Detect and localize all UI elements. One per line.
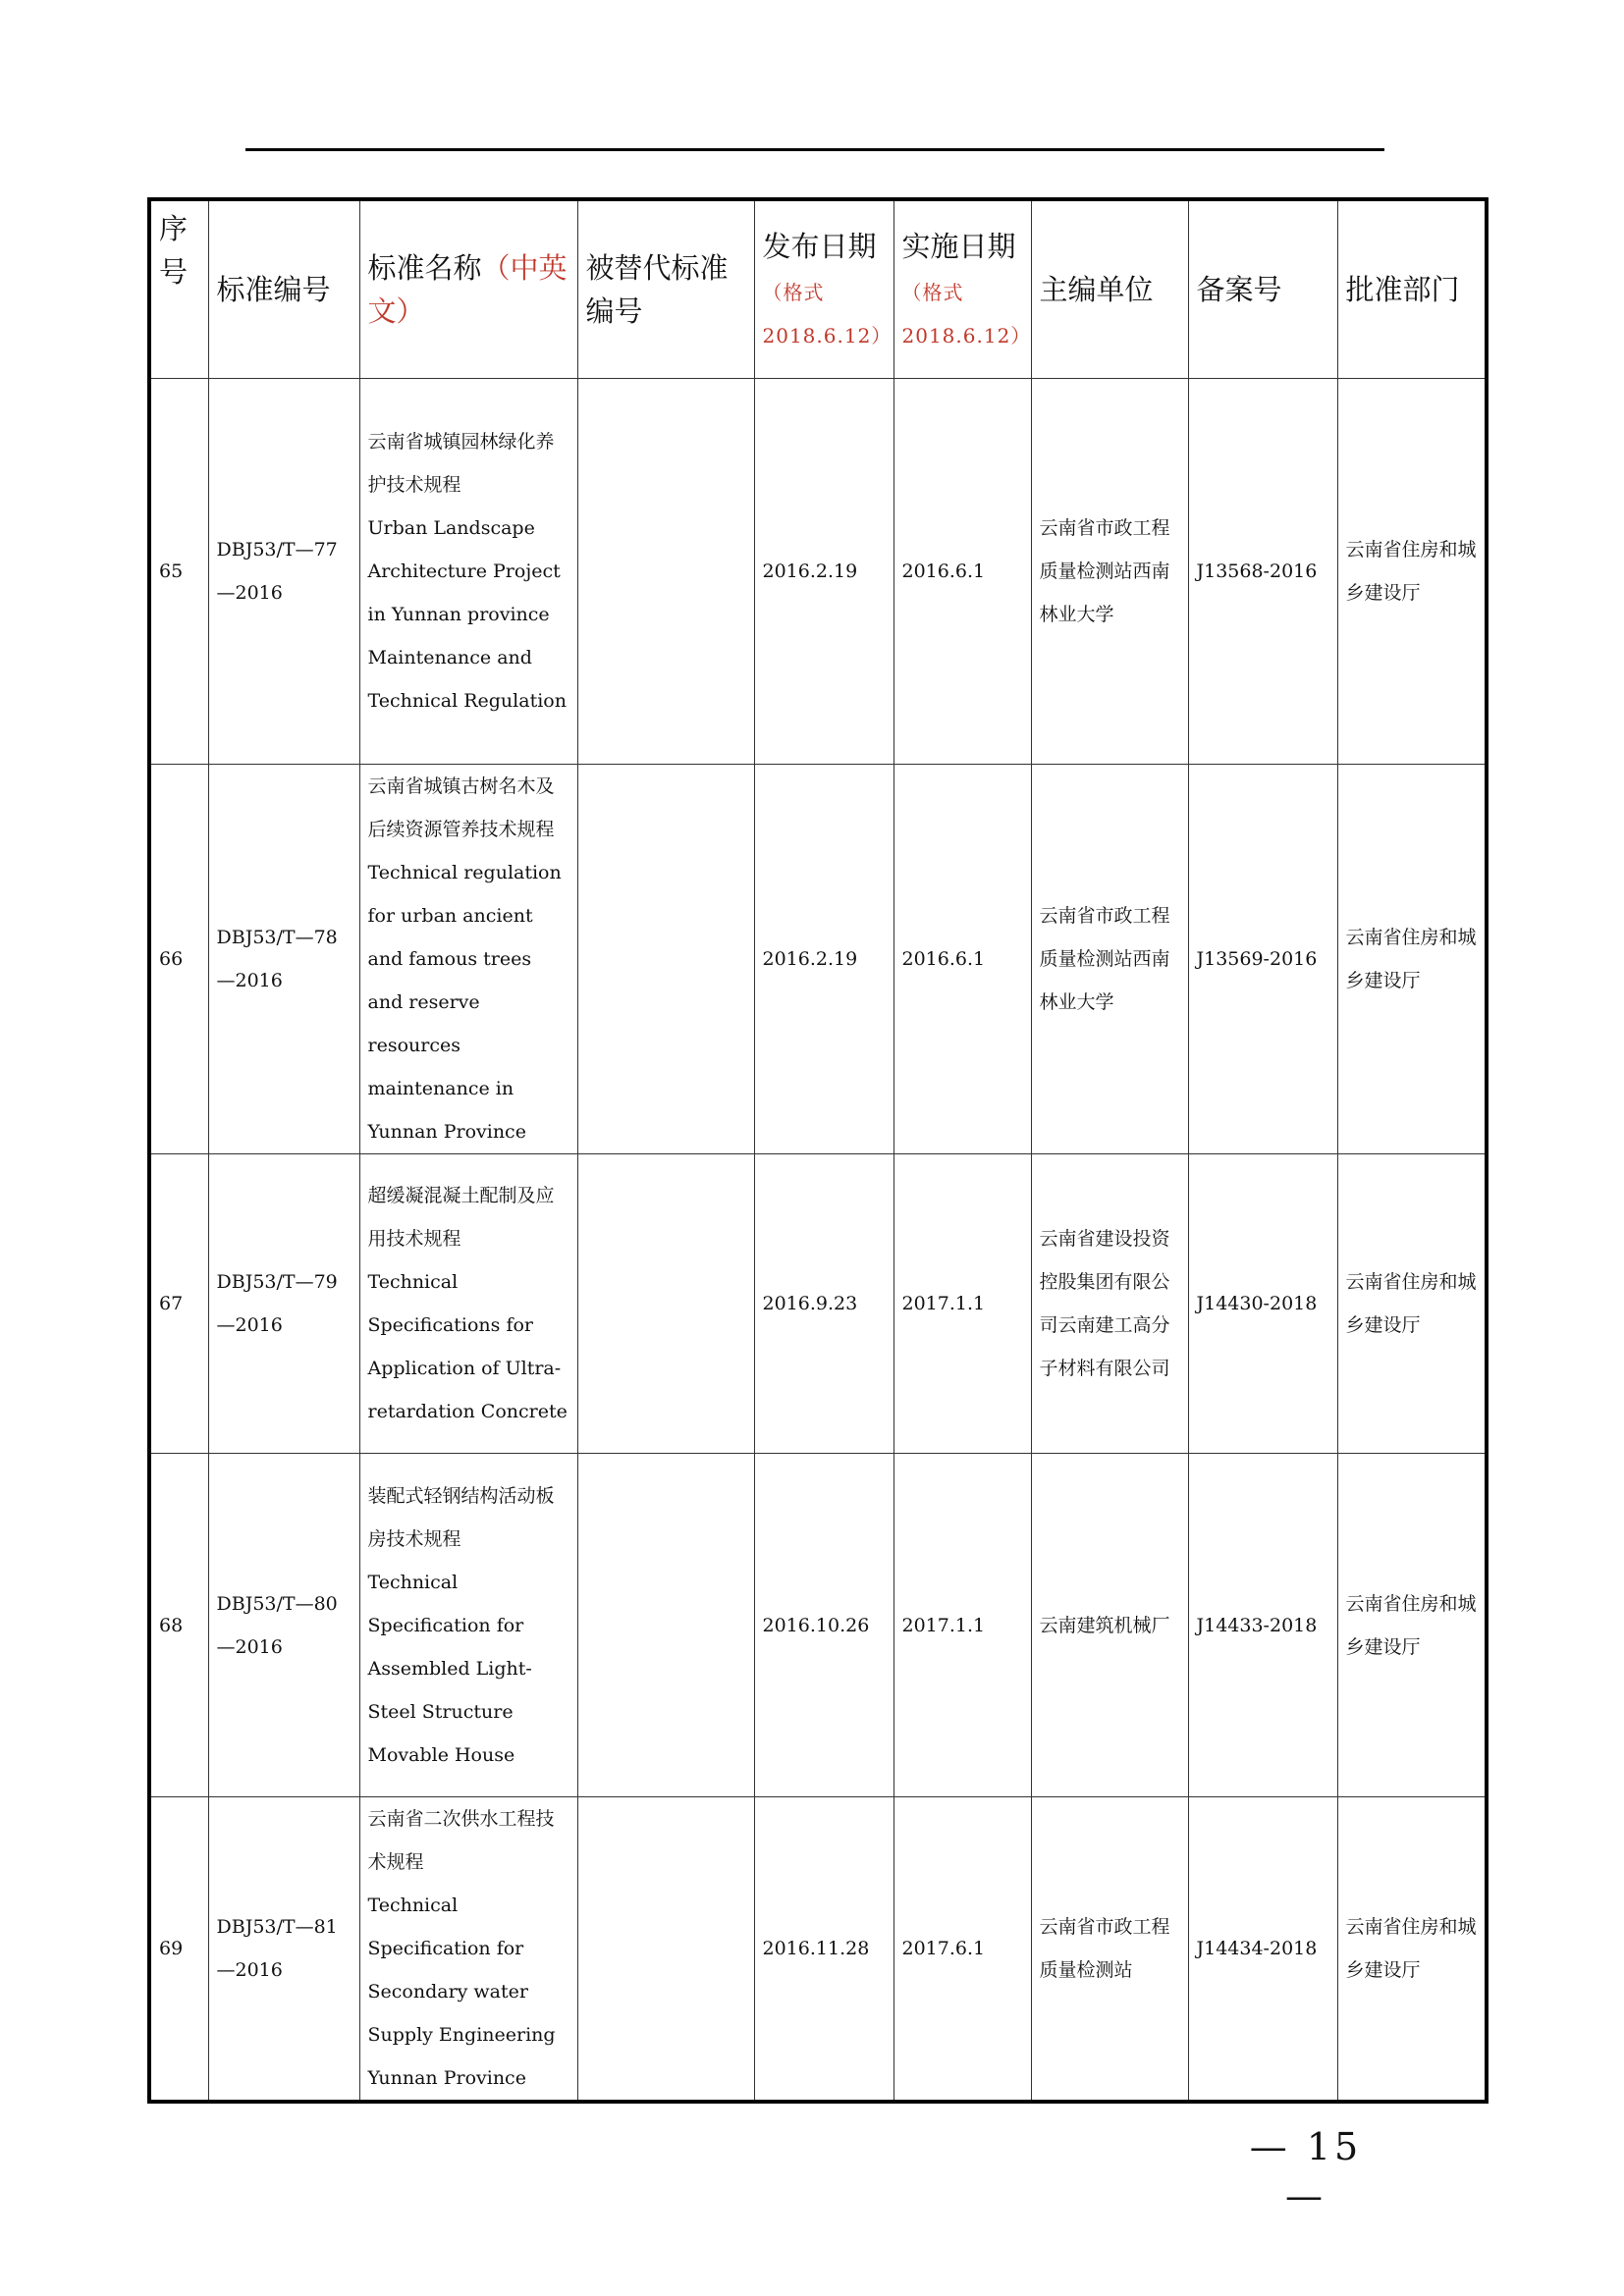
cell-approver: 云南省住房和城乡建设厅 bbox=[1337, 1797, 1487, 2103]
cell-publish: 2016.9.23 bbox=[754, 1154, 893, 1454]
cell-editor: 云南省市政工程质量检测站西南林业大学 bbox=[1031, 765, 1188, 1154]
cell-name-cn: 云南省城镇古树名木及后续资源管养技术规程 bbox=[367, 775, 555, 840]
page-number: — 15 — bbox=[1249, 2125, 1363, 2217]
cell-name bbox=[359, 1454, 577, 1797]
cell-code: DBJ53/T—78—2016 bbox=[208, 765, 359, 1154]
cell-editor: 云南省市政工程质量检测站 bbox=[1031, 1797, 1188, 2103]
header-name-paren-close: ） bbox=[396, 294, 425, 328]
cell-name bbox=[359, 765, 577, 1154]
cell-name bbox=[359, 1797, 577, 2103]
header-row bbox=[149, 199, 1487, 379]
cell-editor: 云南建筑机械厂 bbox=[1031, 1454, 1188, 1797]
cell-code: DBJ53/T—77—2016 bbox=[208, 379, 359, 765]
cell-name bbox=[359, 1154, 577, 1454]
cell-name bbox=[359, 379, 577, 765]
cell-implement: 2017.1.1 bbox=[893, 1154, 1031, 1454]
cell-seq: 69 bbox=[149, 1797, 208, 2103]
header-code: 标准编号 bbox=[208, 199, 359, 379]
standards-table bbox=[147, 197, 1489, 2104]
cell-filing: J14430-2018 bbox=[1188, 1154, 1337, 1454]
cell-editor: 云南省建设投资控股集团有限公司云南建工高分子材料有限公司 bbox=[1031, 1154, 1188, 1454]
header-publish-note: （格式2018.6.12） bbox=[762, 281, 893, 347]
cell-name-cn: 云南省城镇园林绿化养护技术规程 bbox=[367, 431, 555, 496]
cell-filing: J14433-2018 bbox=[1188, 1454, 1337, 1797]
cell-name-en: Technical Specifications for Application of Ultra-retardation Concrete bbox=[367, 1271, 568, 1422]
header-rule bbox=[245, 148, 1384, 151]
cell-replaced bbox=[577, 379, 754, 765]
cell-filing: J14434-2018 bbox=[1188, 1797, 1337, 2103]
table-row bbox=[149, 765, 1487, 1154]
header-implement bbox=[893, 199, 1031, 379]
cell-name-en: Technical regulation for urban ancient and famous trees and reserve resources maintenance in Yunnan Province bbox=[367, 862, 562, 1143]
header-editor: 主编单位 bbox=[1031, 199, 1188, 379]
cell-name-cn: 装配式轻钢结构活动板房技术规程 bbox=[367, 1484, 555, 1550]
cell-name-en: Technical Specification for Assembled Light-Steel Structure Movable House bbox=[367, 1571, 532, 1766]
header-implement-text: 实施日期 bbox=[901, 230, 1016, 263]
cell-seq: 65 bbox=[149, 379, 208, 765]
header-name-paren-open: （ bbox=[481, 251, 511, 285]
cell-seq: 66 bbox=[149, 765, 208, 1154]
cell-implement: 2016.6.1 bbox=[893, 765, 1031, 1154]
header-name-red: 中英文 bbox=[367, 251, 568, 328]
cell-approver: 云南省住房和城乡建设厅 bbox=[1337, 765, 1487, 1154]
cell-code: DBJ53/T—80—2016 bbox=[208, 1454, 359, 1797]
cell-filing: J13568-2016 bbox=[1188, 379, 1337, 765]
cell-replaced bbox=[577, 1454, 754, 1797]
cell-implement: 2017.6.1 bbox=[893, 1797, 1031, 2103]
table-row bbox=[149, 1454, 1487, 1797]
cell-publish: 2016.10.26 bbox=[754, 1454, 893, 1797]
cell-editor: 云南省市政工程质量检测站西南林业大学 bbox=[1031, 379, 1188, 765]
header-name bbox=[359, 199, 577, 379]
cell-publish: 2016.11.28 bbox=[754, 1797, 893, 2103]
cell-code: DBJ53/T—81—2016 bbox=[208, 1797, 359, 2103]
header-implement-note: （格式2018.6.12） bbox=[901, 281, 1032, 347]
table-row bbox=[149, 379, 1487, 765]
header-publish-text: 发布日期 bbox=[762, 230, 877, 263]
cell-implement: 2017.1.1 bbox=[893, 1454, 1031, 1797]
cell-implement: 2016.6.1 bbox=[893, 379, 1031, 765]
cell-seq: 67 bbox=[149, 1154, 208, 1454]
header-name-text: 标准名称 bbox=[367, 251, 482, 285]
cell-approver: 云南省住房和城乡建设厅 bbox=[1337, 1454, 1487, 1797]
header-seq: 序号 bbox=[149, 199, 208, 379]
cell-approver: 云南省住房和城乡建设厅 bbox=[1337, 1154, 1487, 1454]
cell-name-en: Urban Landscape Architecture Project in Yunnan province Maintenance and Technical Regulation bbox=[367, 517, 567, 712]
cell-name-cn: 超缓凝混凝土配制及应用技术规程 bbox=[367, 1185, 555, 1250]
cell-replaced bbox=[577, 1154, 754, 1454]
cell-seq: 68 bbox=[149, 1454, 208, 1797]
table-row bbox=[149, 1797, 1487, 2103]
cell-name-cn: 云南省二次供水工程技术规程 bbox=[367, 1808, 555, 1873]
cell-publish: 2016.2.19 bbox=[754, 765, 893, 1154]
cell-code: DBJ53/T—79—2016 bbox=[208, 1154, 359, 1454]
cell-replaced bbox=[577, 1797, 754, 2103]
cell-name-en: Technical Specification for Secondary water Supply Engineering Yunnan Province bbox=[367, 1895, 556, 2089]
cell-filing: J13569-2016 bbox=[1188, 765, 1337, 1154]
table-row bbox=[149, 1154, 1487, 1454]
cell-replaced bbox=[577, 765, 754, 1154]
cell-publish: 2016.2.19 bbox=[754, 379, 893, 765]
header-publish bbox=[754, 199, 893, 379]
header-replaced: 被替代标准编号 bbox=[577, 199, 754, 379]
header-filing: 备案号 bbox=[1188, 199, 1337, 379]
cell-approver: 云南省住房和城乡建设厅 bbox=[1337, 379, 1487, 765]
header-approver: 批准部门 bbox=[1337, 199, 1487, 379]
